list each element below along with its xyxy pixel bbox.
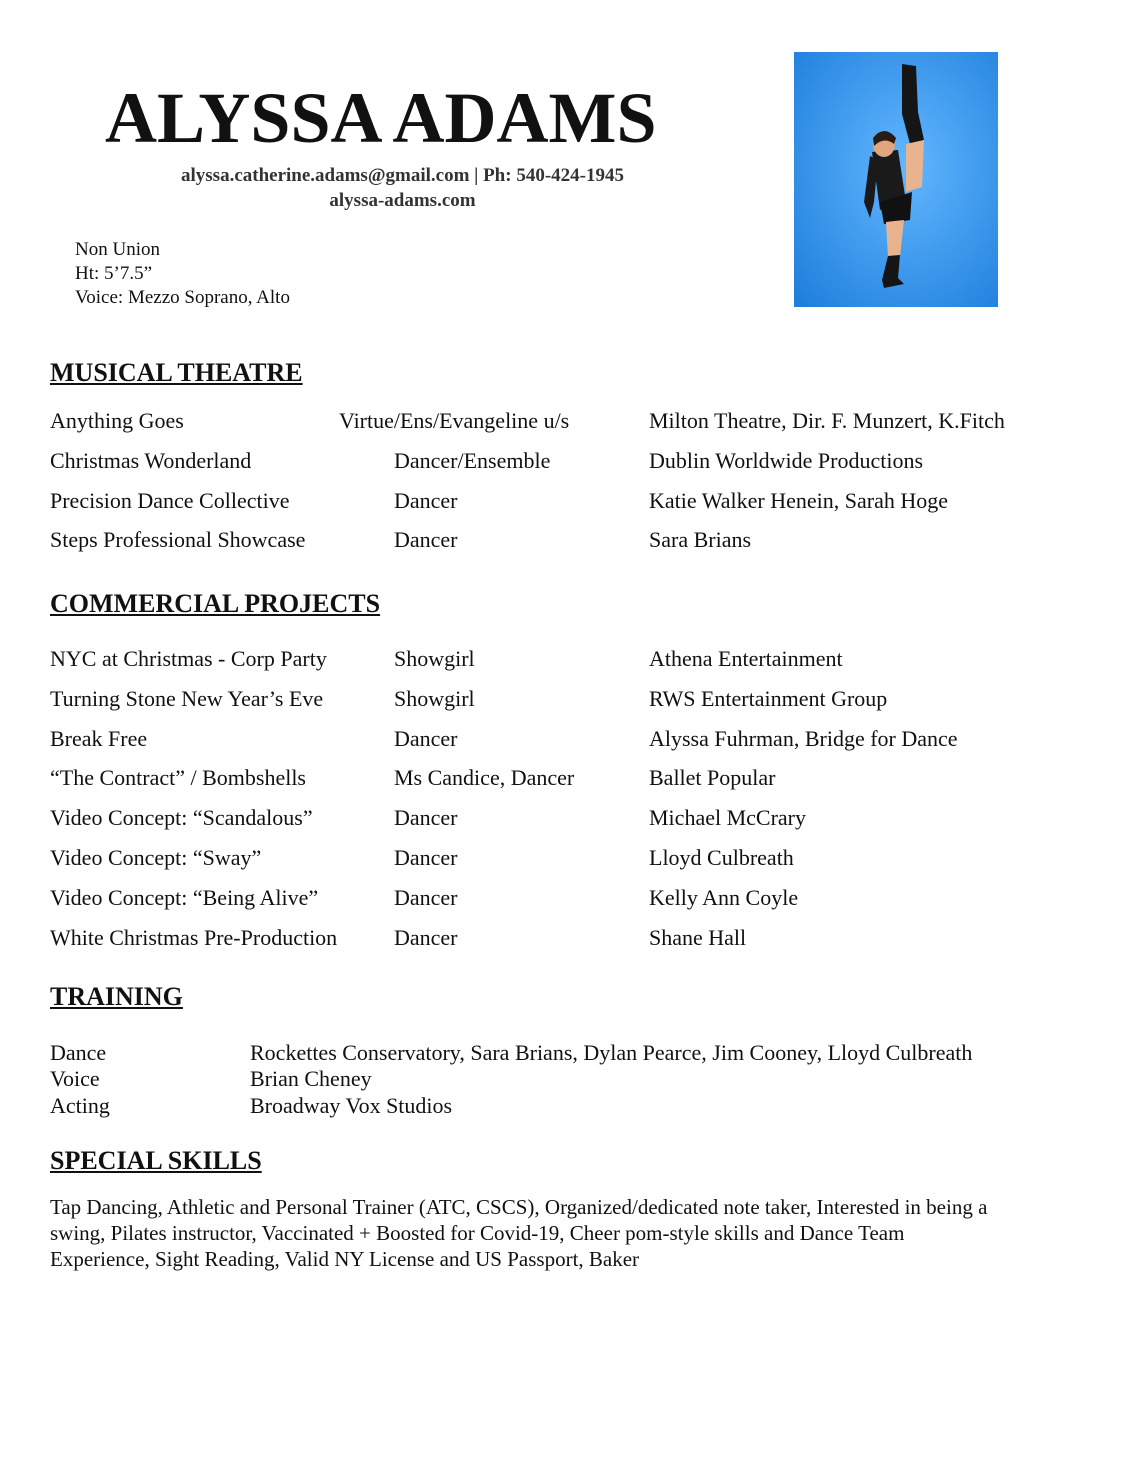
credit-company: Shane Hall — [649, 925, 747, 950]
special-skills-heading: SPECIAL SKILLS — [50, 1146, 262, 1175]
commercial-projects-heading: COMMERCIAL PROJECTS — [50, 589, 381, 618]
credit-role: Dancer — [394, 805, 458, 830]
credit-role: Dancer — [394, 925, 458, 950]
voice-type: Voice: Mezzo Soprano, Alto — [75, 287, 290, 308]
credit-company: Athena Entertainment — [649, 646, 843, 671]
credit-row — [0, 763, 1126, 793]
credit-show: Steps Professional Showcase — [50, 527, 306, 552]
credit-row — [0, 803, 1126, 833]
website-link[interactable]: alyssa-adams.com — [329, 190, 476, 211]
credit-row — [0, 644, 1126, 674]
training-area: Dance — [50, 1040, 107, 1065]
performer-name: ALYSSA ADAMS — [105, 78, 657, 158]
training-row — [0, 1039, 1126, 1066]
credit-role: Dancer — [394, 726, 458, 751]
credit-show: NYC at Christmas - Corp Party — [50, 646, 327, 671]
credit-company: Katie Walker Henein, Sarah Hoge — [649, 488, 948, 513]
credit-company: Ballet Popular — [649, 765, 776, 790]
training-area: Voice — [50, 1066, 100, 1091]
credit-role: Showgirl — [394, 646, 475, 671]
credit-company: Lloyd Culbreath — [649, 845, 794, 870]
training-heading: TRAINING — [50, 982, 183, 1011]
headshot-photo — [794, 52, 998, 307]
credit-role: Showgirl — [394, 686, 475, 711]
training-row — [0, 1065, 1126, 1092]
contact-block — [140, 163, 665, 213]
training-teachers: Brian Cheney — [250, 1066, 372, 1091]
credit-show: Break Free — [50, 726, 148, 751]
credit-company: RWS Entertainment Group — [649, 686, 888, 711]
credit-row — [0, 486, 1126, 516]
credit-show: Video Concept: “Scandalous” — [50, 805, 313, 830]
credit-role: Dancer — [394, 885, 458, 910]
credit-company: Michael McCrary — [649, 805, 806, 830]
credit-show: Video Concept: “Sway” — [50, 845, 262, 870]
credit-role: Dancer — [394, 845, 458, 870]
credit-company: Kelly Ann Coyle — [649, 885, 799, 910]
training-teachers: Broadway Vox Studios — [250, 1093, 453, 1118]
credit-show: Precision Dance Collective — [50, 488, 290, 513]
credit-company: Milton Theatre, Dir. F. Munzert, K.Fitch — [649, 408, 1005, 433]
credit-row — [0, 446, 1126, 476]
credit-row — [0, 684, 1126, 714]
credit-role: Virtue/Ens/Evangeline u/s — [339, 408, 570, 433]
credit-show: White Christmas Pre-Production — [50, 925, 338, 950]
training-area: Acting — [50, 1093, 110, 1118]
credit-show: Video Concept: “Being Alive” — [50, 885, 319, 910]
credit-company: Dublin Worldwide Productions — [649, 448, 924, 473]
height: Ht: 5’7.5” — [75, 263, 153, 284]
credit-company: Alyssa Fuhrman, Bridge for Dance — [649, 726, 958, 751]
credit-row — [0, 843, 1126, 873]
credit-role: Dancer/Ensemble — [394, 448, 551, 473]
training-row — [0, 1092, 1126, 1119]
credit-role: Ms Candice, Dancer — [394, 765, 575, 790]
union-status: Non Union — [75, 239, 160, 260]
training-teachers: Rockettes Conservatory, Sara Brians, Dylan Pearce, Jim Cooney, Lloyd Culbreath — [250, 1040, 973, 1065]
credit-show: Turning Stone New Year’s Eve — [50, 686, 324, 711]
credit-show: “The Contract” / Bombshells — [50, 765, 306, 790]
contact-line: alyssa.catherine.adams@gmail.com | Ph: 540-424-1945 — [181, 165, 624, 186]
credit-company: Sara Brians — [649, 527, 752, 552]
credit-role: Dancer — [394, 488, 458, 513]
credit-show: Anything Goes — [50, 408, 184, 433]
credit-row — [0, 883, 1126, 913]
special-skills-text: Tap Dancing, Athletic and Personal Trainer (ATC, CSCS), Organized/dedicated note taker, Interested in being a swing, Pilates instructor, Vaccinated + Boosted for Covid-19, Cheer pom-style skills and Dance Team Experience, Sight Reading, Valid NY License and US Passport, Baker — [50, 1195, 988, 1271]
credit-row — [0, 923, 1126, 953]
musical-theatre-heading: MUSICAL THEATRE — [50, 358, 303, 387]
credit-row — [0, 406, 1126, 436]
performer-stats — [75, 238, 290, 310]
credit-row — [0, 525, 1126, 555]
credit-role: Dancer — [394, 527, 458, 552]
credit-row — [0, 724, 1126, 754]
credit-show: Christmas Wonderland — [50, 448, 252, 473]
